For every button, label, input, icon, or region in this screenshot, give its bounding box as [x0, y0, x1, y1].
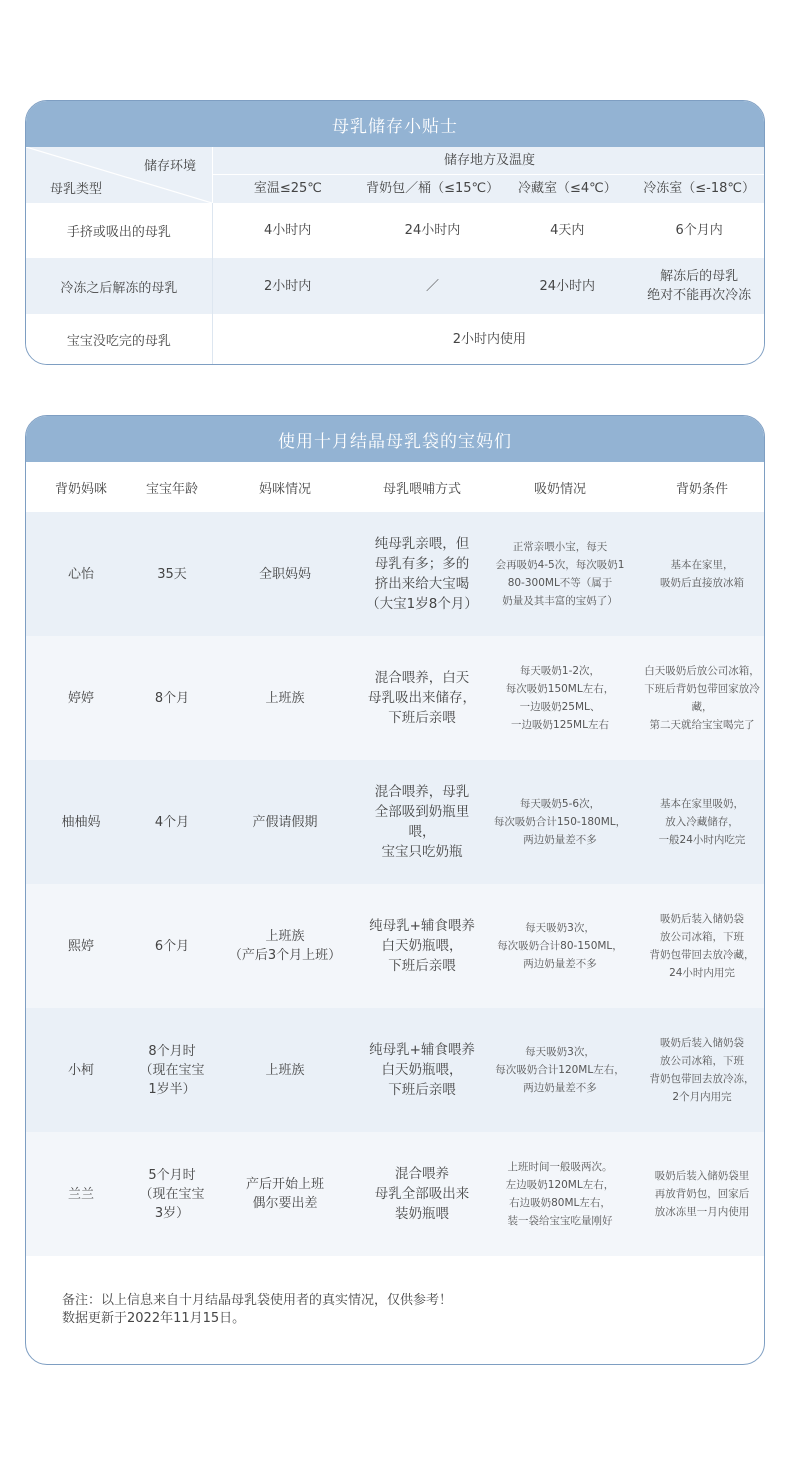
- baby-age: 8个月: [154, 690, 190, 706]
- corner-env-label: 储存环境: [143, 159, 196, 174]
- mom-name: 柚柚妈: [61, 814, 101, 830]
- baby-age: 4个月: [154, 814, 190, 830]
- mom-status: 上班族: [265, 1062, 305, 1078]
- feeding-method: 纯母乳亲喂，但 母乳有多；多的 挤出来给大宝喝 （大宝1岁8个月）: [366, 536, 478, 612]
- footnote-line-2: 数据更新于2022年11月15日。: [62, 1311, 246, 1326]
- table-cell: 2小时内: [264, 278, 312, 294]
- header-cell: 宝宝年龄: [145, 481, 198, 497]
- baby-age: 5个月时 （现在宝宝3岁）: [139, 1167, 205, 1221]
- pumping-condition: 吸奶后装入储奶袋 放公司冰箱，下班 背奶包带回去放冷藏， 24小时内用完: [649, 913, 755, 979]
- header-cell: 背奶条件: [675, 481, 728, 497]
- table-row: [26, 884, 765, 1008]
- mom-name: 兰兰: [67, 1186, 94, 1202]
- baby-age: 6个月: [154, 938, 190, 954]
- corner-cell: [26, 147, 213, 203]
- table-row: [26, 636, 765, 760]
- pumping-info: 每天吸奶3次， 每次吸奶合计80-150ML， 两边奶量差不多: [497, 922, 623, 970]
- table-row: [26, 1008, 765, 1132]
- mom-name: 心怡: [67, 566, 94, 582]
- row-label: 宝宝没吃完的母乳: [26, 314, 213, 364]
- pumping-info: 正常亲喂小宝，每天 会再吸奶4-5次，每次吸奶1 80-300ML不等（属于 奶量及其丰富的宝妈了）: [495, 541, 625, 607]
- group-header: 储存地方及温度: [213, 147, 765, 175]
- moms-card: [25, 415, 765, 1365]
- corner-type-label: 母乳类型: [50, 182, 103, 197]
- moms-table: [26, 462, 765, 1256]
- pumping-condition: 基本在家里， 吸奶后直接放冰箱: [660, 559, 744, 589]
- table-row: [26, 760, 765, 884]
- header-cell: 妈咪情况: [258, 481, 311, 497]
- table-cell: 解冻后的母乳 绝对不能再次冷冻: [647, 269, 752, 303]
- storage-tips-header: [26, 147, 765, 203]
- header-cell: 吸奶情况: [533, 481, 586, 497]
- storage-tips-card: [25, 100, 765, 365]
- table-row: [26, 258, 765, 314]
- row-label: 冷冻之后解冻的母乳: [26, 258, 213, 314]
- table-row: [26, 512, 765, 636]
- table-row: [26, 203, 765, 258]
- mom-status: 全职妈妈: [258, 566, 311, 582]
- table-row: [26, 314, 765, 364]
- baby-age: 8个月时 （现在宝宝1岁半）: [139, 1043, 205, 1097]
- table-cell: 24小时内: [404, 223, 461, 238]
- feeding-method: 混合喂养，母乳 全部吸到奶瓶里喂， 宝宝只吃奶瓶: [374, 784, 470, 860]
- pumping-condition: 白天吸奶后放公司冰箱， 下班后背奶包带回家放冷藏， 第二天就给宝宝喝完了: [644, 665, 760, 731]
- moms-table-header: [26, 462, 765, 512]
- row-label: 手挤或吸出的母乳: [26, 203, 213, 258]
- merged-cell: 2小时内使用: [452, 331, 527, 347]
- storage-location-header: [213, 147, 765, 203]
- pumping-condition: 基本在家里吸奶， 放入冷藏储存， 一般24小时内吃完: [658, 798, 746, 846]
- col-fridge: 冷藏室（≤4℃）: [517, 181, 617, 196]
- table-row: [26, 1132, 765, 1256]
- col-freezer: 冷冻室（≤-18℃）: [643, 181, 755, 196]
- mom-status: 上班族: [265, 690, 305, 706]
- mom-status: 产假请假期: [252, 814, 318, 830]
- pumping-condition: 吸奶后装入储奶袋里 再放背奶包，回家后 放冰冻里一月内使用: [654, 1170, 750, 1218]
- storage-tips-title: 母乳储存小贴士: [26, 101, 764, 147]
- feeding-method: 混合喂养，白天 母乳吸出来储存， 下班后亲喂: [368, 670, 476, 726]
- pumping-info: 每天吸奶5-6次， 每次吸奶合计150-180ML， 两边奶量差不多: [493, 798, 627, 846]
- col-cooler-bag: 背奶包／桶（≤15℃）: [366, 181, 500, 196]
- moms-title: 使用十月结晶母乳袋的宝妈们: [26, 416, 764, 462]
- mom-status: 上班族 （产后3个月上班）: [228, 929, 342, 963]
- storage-tips-table: [26, 147, 765, 364]
- feeding-method: 纯母乳+辅食喂养 白天奶瓶喂， 下班后亲喂: [369, 918, 475, 974]
- col-room-temp: 室温≤25℃: [253, 181, 322, 196]
- header-cell: 母乳喂哺方式: [382, 481, 461, 497]
- baby-age: 35天: [157, 566, 187, 582]
- table-cell: 24小时内: [539, 278, 596, 294]
- footnote: [62, 1292, 452, 1328]
- mom-name: 婷婷: [67, 690, 94, 706]
- table-cell: 4小时内: [264, 223, 312, 238]
- pumping-condition: 吸奶后装入储奶袋 放公司冰箱，下班 背奶包带回去放冷冻， 2个月内用完: [649, 1037, 755, 1103]
- table-cell: ／: [425, 278, 439, 294]
- header-cell: 背奶妈咪: [54, 481, 107, 497]
- table-cell: 6个月内: [675, 223, 723, 238]
- footnote-line-1: 备注：以上信息来自十月结晶母乳袋使用者的真实情况，仅供参考！: [62, 1293, 453, 1308]
- table-cell: 4天内: [550, 223, 585, 238]
- pumping-info: 上班时间一般吸两次。 左边吸奶120ML左右， 右边吸奶80ML左右， 装一袋给宝宝吃量刚好: [505, 1161, 615, 1227]
- feeding-method: 混合喂养 母乳全部吸出来 装奶瓶喂: [374, 1166, 470, 1222]
- mom-status: 产后开始上班 偶尔要出差: [245, 1177, 324, 1211]
- pumping-info: 每天吸奶3次， 每次吸奶合计120ML左右， 两边奶量差不多: [495, 1046, 625, 1094]
- pumping-info: 每天吸奶1-2次， 每次吸奶150ML左右， 一边吸奶25ML、 一边吸奶125ML左右: [505, 665, 615, 731]
- temperature-columns: [213, 175, 765, 203]
- feeding-method: 纯母乳+辅食喂养 白天奶瓶喂， 下班后亲喂: [369, 1042, 475, 1098]
- mom-name: 熙婷: [67, 938, 94, 954]
- mom-name: 小柯: [67, 1062, 94, 1078]
